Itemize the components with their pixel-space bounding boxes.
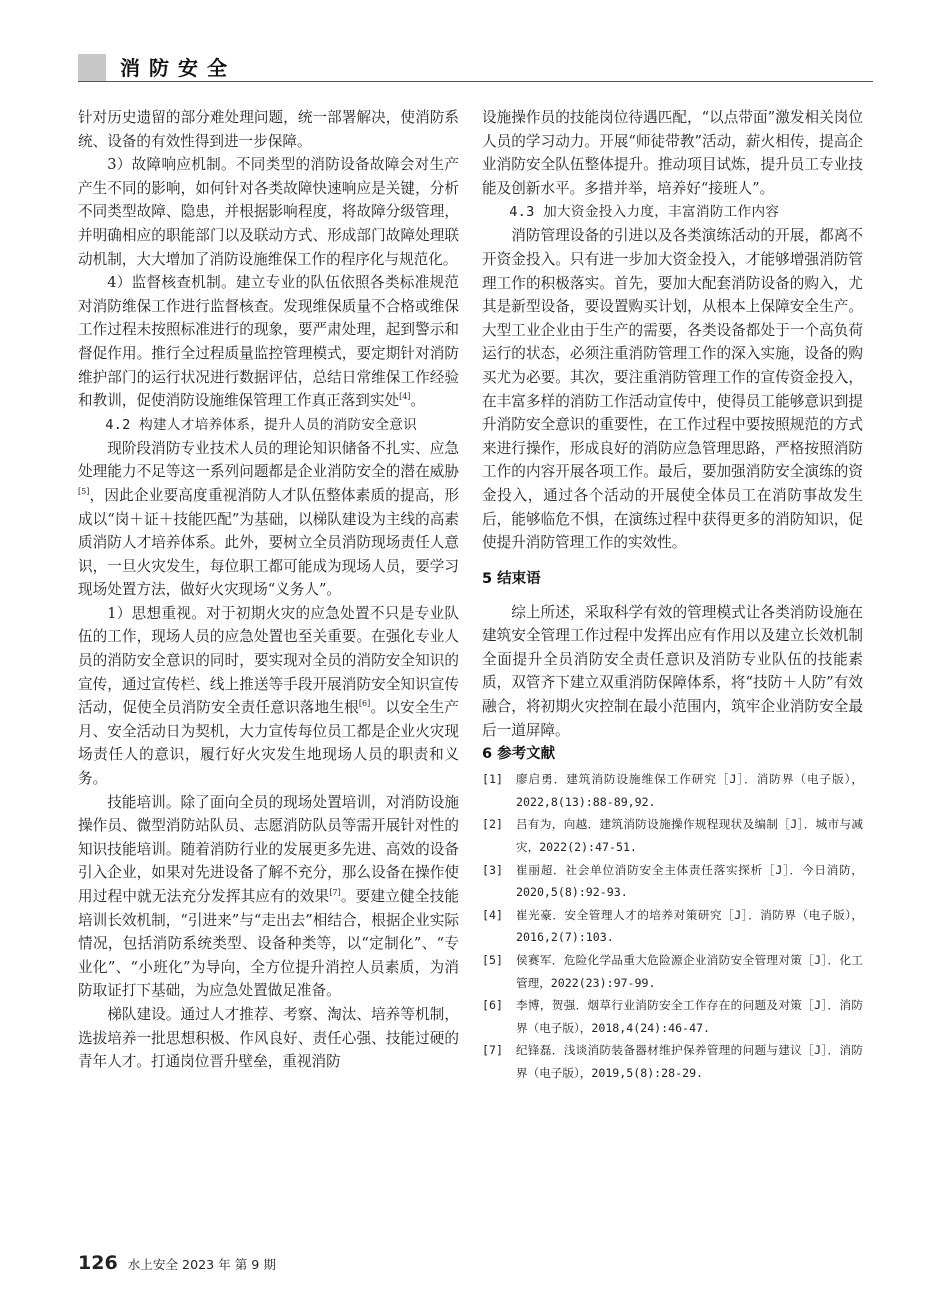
paragraph-text: 。要建立健全技能培训长效机制，“引进来”与“走出去”相结合，根据企业实际情况，包括消防系统类型、设备种类等，以“定制化”、“专业化”、“小班化”为导向，全方位提升消控人员素质，为消防取证打下基础，为应急处置做足准备。 [78,888,459,1000]
running-header [78,54,873,82]
reference-item [482,859,863,904]
reference-number: [6] [482,998,503,1013]
reference-text: 崔丽超．社会单位消防安全主体责任落实探析［J］．今日消防，2020,5(8):92-93. [516,862,863,900]
citation-marker: [4] [399,392,411,402]
citation-marker: [7] [329,888,341,897]
reference-text: 崔光豪．安全管理人才的培养对策研究［J］．消防界（电子版），2016,2(7):103. [516,907,863,945]
page-footer [78,1252,276,1278]
paragraph-text: 。 [410,392,426,410]
subsection-heading-4-3: 4.3 加大资金投入力度，丰富消防工作内容 [509,204,780,221]
reference-item [482,1039,863,1084]
paragraph [78,602,459,791]
paragraph-text: 技能培训。除了面向全员的现场处置培训，对消防设施操作员、微型消防站队员、志愿消防队员等需开展针对性的知识技能培训。随着消防行业的发展更多先进、高效的设备引入企业，如果对先进设备了解不充分，那么设备在操作使用过程中就无法充分发挥其应有的效果 [78,793,459,905]
reference-text: 廖启勇．建筑消防设施维保工作研究［J］．消防界（电子版），2022,8(13):88-89,92. [516,772,863,809]
reference-item [482,904,863,949]
paragraph: 综上所述，采取科学有效的管理模式让各类消防设施在建筑安全管理工作过程中发挥出应有作用以及建立长效机制全面提升全员消防安全责任意识及消防专业队伍的技能素质，双管齐下建立双重消防保障体系，将“技防＋人防”有效融合，将初期火灾控制在最小范围内，筑牢企业消防安全最后一道屏障。 [482,603,863,739]
left-column [78,106,459,1074]
section-heading-references: 6 参考文献 [482,746,556,763]
paragraph: 消防管理设备的引进以及各类演练活动的开展，都离不开资金投入。只有进一步加大资金投入，才能够增强消防管理工作的积极落实。首先，要加大配套消防设备的购入，尤其是新型设备，要设置购买计划，从根本上保障安全生产。大型工业企业由于生产的需要，各类设备都处于一个高负荷运行的状态，必须注重消防管理工作的深入实施，设备的购买尤为必要。其次，要注重消防管理工作的宣传资金投入，在丰富多样的消防工作活动宣传中，使得员工能够意识到提升消防安全意识的重要性，在工作过程中要按照规范的方式来进行操作，形成良好的消防应急管理思路，严格按照消防工作的内容开展各项工作。最后，要加强消防安全演练的资金投入，通过各个活动的开展使全体员工在消防事故发生后，能够临危不惧，在演练过程中获得更多的消防知识，促使提升消防管理工作的实效性。 [482,227,863,552]
paragraph: 3）故障响应机制。不同类型的消防设备故障会对生产产生不同的影响，如何针对各类故障快速响应是关键，分析不同类型故障、隐患，并根据影响程度，将故障分级管理，并明确相应的职能部门以及联动方式、形成部门故障处理联动机制，大大增加了消防设施维保工作的程序化与规范化。 [78,156,459,268]
paragraph: 针对历史遗留的部分难处理问题，统一部署解决，使消防系统、设备的有效性得到进一步保障。 [78,109,459,150]
reference-number: [3] [482,862,503,877]
header-marker-block [78,54,106,82]
reference-item [482,768,863,813]
reference-number: [7] [482,1043,503,1058]
reference-number: [2] [482,817,503,832]
reference-item [482,949,863,994]
paragraph [78,271,459,413]
paragraph [78,437,459,602]
right-column [482,106,863,1085]
paragraph-text: ，因此企业要高度重视消防人才队伍整体素质的提高，形成以“岗＋证＋技能匹配”为基础，以梯队建设为主线的高素质消防人才培养体系。此外，要树立全员消防现场责任人意识，一旦火灾发生，每位职工都可能成为现场人员，要学习现场处置方法，做好火灾现场“义务人”。 [78,486,459,599]
paragraph-text: 1）思想重视。对于初期火灾的应急处置不只是专业队伍的工作，现场人员的应急处置也至关重要。在强化专业人员的消防安全意识的同时，要实现对全员的消防安全知识的宣传，通过宣传栏、线上推送等手段开展消防安全知识宣传活动，促使全员消防安全责任意识落地生根 [78,604,459,717]
header-title: 消防安全 [120,56,236,80]
citation-marker: [6] [358,699,371,709]
paragraph [78,791,459,1003]
reference-number: [4] [482,907,503,922]
paragraph-text: 4）监督核查机制。建立专业的队伍依照各类标准规范对消防维保工作进行监督核查。发现维保质量不合格或维保工作过程未按照标准进行的现象，要严肃处理，起到警示和督促作用。推行全过程质量监控管理模式，要定期针对消防维护部门的运行状况进行数据评估，总结日常维保工作经验和教训，促使消防设施维保管理工作真正落到实处 [78,274,459,410]
reference-text: 侯赛军．危险化学品重大危险源企业消防安全管理对策［J］．化工管理，2022(23):97-99. [516,953,863,990]
journal-issue: 水上安全 2023 年 第 9 期 [127,1256,276,1272]
citation-marker: [5] [78,486,90,496]
reference-number: [1] [482,772,503,787]
paragraph: 设施操作员的技能岗位待遇匹配，“以点带面”激发相关岗位人员的学习动力。开展“师徒带教”活动，薪火相传，提高企业消防安全队伍整体提升。推动项目试炼，提升员工专业技能及创新水平。多措并举，培养好“接班人”。 [482,109,863,197]
reference-text: 吕有为，向越．建筑消防设施操作规程现状及编制［J］．城市与减灾，2022(2):47-51. [516,817,863,855]
paragraph-text: 现阶段消防专业技术人员的理论知识储备不扎实、应急处理能力不足等这一系列问题都是企业消防安全的潜在威胁 [78,439,459,481]
page-number: 126 [78,1252,118,1274]
reference-item [482,994,863,1039]
header-rule [78,81,873,82]
reference-number: [5] [482,953,503,967]
section-heading-conclusion: 5 结束语 [482,570,541,587]
reference-text: 李博，贺强．烟草行业消防安全工作存在的问题及对策［J］．消防界（电子版），2018,4(24):46-47. [516,998,863,1035]
reference-item [482,813,863,858]
subsection-heading-4-2: 4.2 构建人才培养体系，提升人员的消防安全意识 [105,416,417,433]
paragraph-text: 。以安全生产月、安全活动日为契机，大力宣传每位员工都是企业火灾现场责任人的意识，履行好火灾发生地现场人员的职责和义务。 [78,699,459,788]
paragraph: 梯队建设。通过人才推荐、考察、淘汰、培养等机制，选拔培养一批思想积极、作风良好、责任心强、技能过硬的青年人才。打通岗位晋升壁垒，重视消防 [78,1005,459,1071]
reference-text: 纪锋磊．浅谈消防装备器材维护保养管理的问题与建议［J］．消防界（电子版），2019,5(8):28-29. [516,1043,863,1080]
reference-list [482,768,863,1084]
